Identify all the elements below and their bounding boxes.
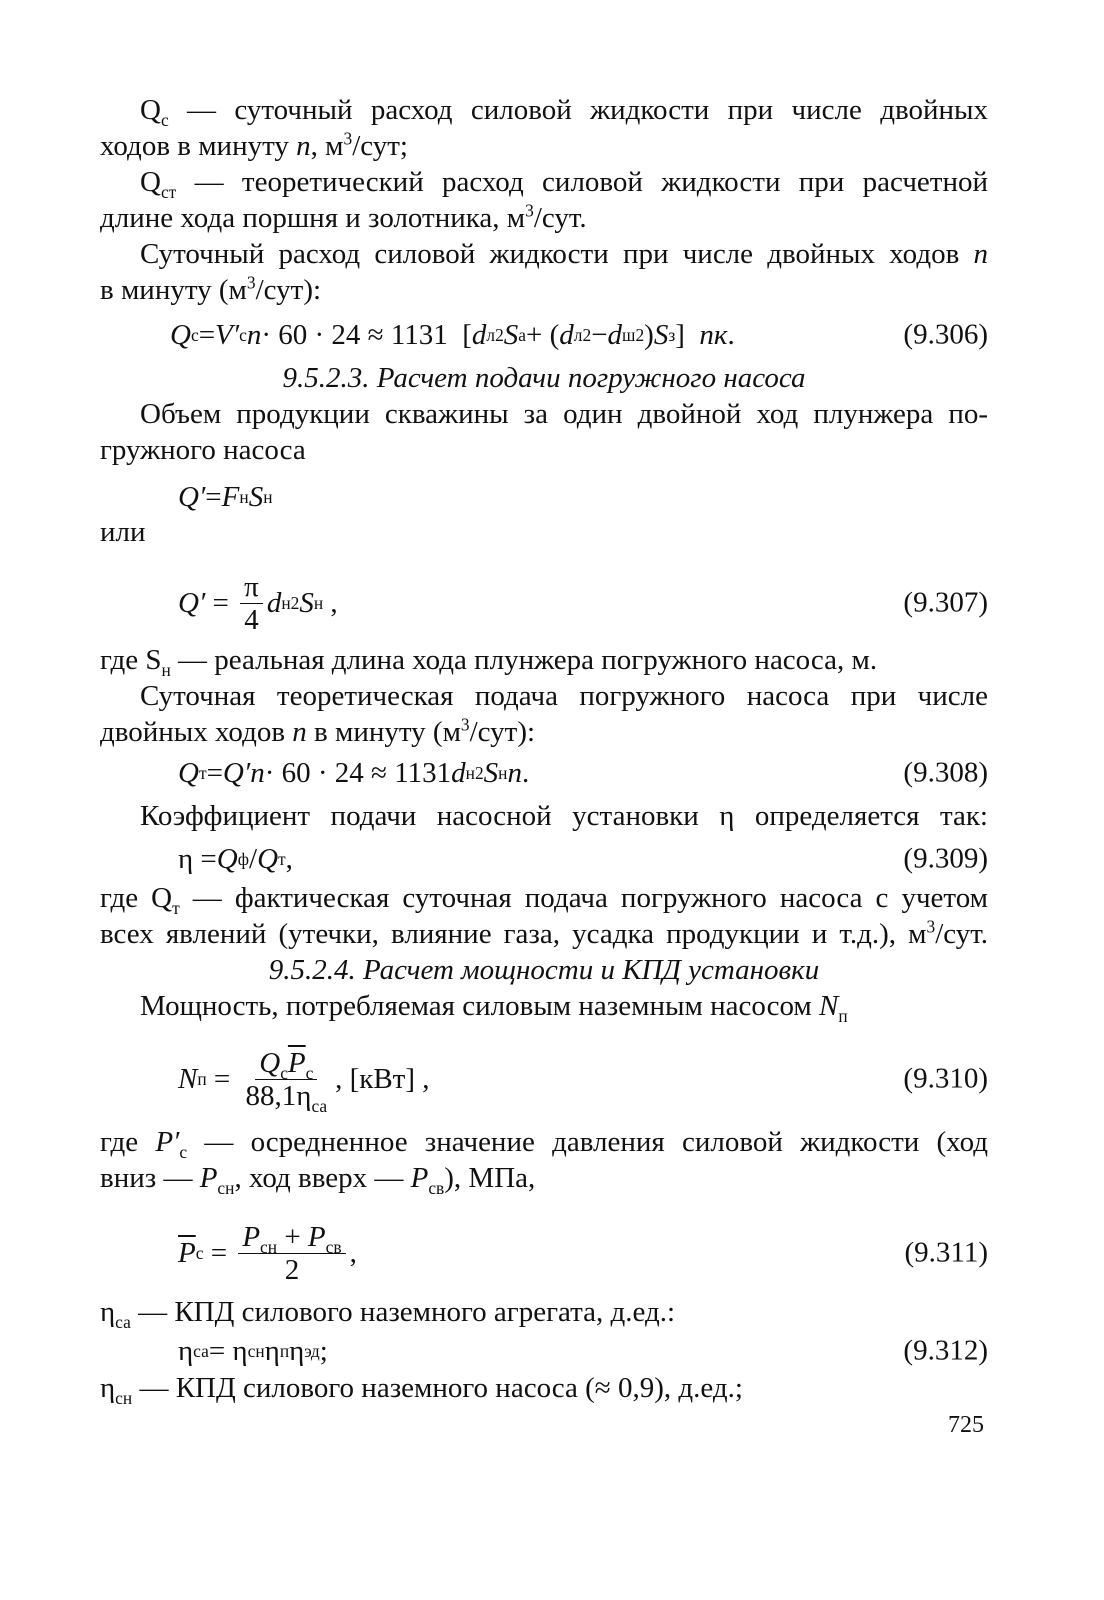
text-line: где $P'_с$ — осредненное значение давления силовой жидкости (ход [100, 1126, 988, 1162]
fraction: $\frac{\pi}{4}$ [240, 571, 263, 636]
equation-number: (9.306) [903, 318, 988, 351]
formula-9-307 [100, 568, 988, 638]
formula-body: η са = η сн η п η эд ; [178, 1334, 328, 1367]
text-line: $Q_{ст}$ — теоретический расход силовой жидкости при расчетной [140, 166, 988, 202]
formula-body: N п = $\frac{Q_с\overline{P}_с}{88,1\eta_{са}}$ , [кВт] , [178, 1046, 430, 1116]
text-line: двойных ходов n в минуту $(м^3/сут)$: [100, 714, 536, 748]
text-line: Коэффициент подачи насосной установки η определяется так: [140, 800, 988, 832]
formula-9-310 [100, 1044, 988, 1114]
fraction: $\frac{P_{сн} + P_{св}}{2}$ [238, 1221, 345, 1286]
text-line: или [100, 516, 146, 548]
text-line: гружного насоса [100, 434, 306, 466]
equation-number: (9.308) [903, 756, 988, 789]
section-heading: 9.5.2.3. Расчет подачи погружного насоса [282, 362, 806, 394]
text-line: где $Q_т$ — фактическая суточная подача погружного насоса с учетом [100, 882, 988, 918]
equation-number: (9.309) [903, 842, 988, 875]
text-line: ходов в минуту n, $м^3$/сут; [100, 128, 408, 162]
page-number: 725 [948, 1412, 984, 1438]
text-line: Суточный расход силовой жидкости при числе двойных ходов n [140, 238, 988, 270]
formula-body: Q′ = $\frac{\pi}{4}$ d н 2 S н , [178, 570, 338, 636]
equation-number: (9.312) [903, 1334, 988, 1367]
text-line: $Q_с$ — суточный расход силовой жидкости при числе двойных [140, 94, 988, 130]
text-line: $\eta_{сн}$ — КПД силового наземного насоса (≈ 0,9), д.ед.; [100, 1372, 743, 1408]
text-line: в минуту $(м^3/сут)$: [100, 272, 322, 306]
text-line: Объем продукции скважины за один двойной ход плунжера по- [140, 398, 988, 430]
equation-number: (9.310) [903, 1062, 988, 1095]
text-line: длине хода поршня и золотника, $м^3$/сут. [100, 200, 587, 234]
formula-body: Q т = Q′n · 60 · 24 ≈ 1131 d н 2 S н n . [178, 756, 530, 789]
formula-body: $\overline{P}$ с = $\frac{P_{сн} + P_{св}}{2}$ , [178, 1220, 357, 1286]
equation-number: (9.311) [904, 1236, 988, 1269]
fraction: $\frac{Q_с\overline{P}_с}{88,1\eta_{са}}$ [245, 1046, 328, 1116]
text-line: где $S_н$ — реальная длина хода плунжера погружного насоса, м. [100, 644, 878, 680]
text-line: вниз — $P_{сн}$, ход вверх — $P_{св}$), МПа, [100, 1162, 536, 1198]
text-line: Мощность, потребляемая силовым наземным насосом $N_п$ [140, 990, 848, 1026]
text-line: $\eta_{са}$ — КПД силового наземного агрегата, д.ед.: [100, 1296, 676, 1332]
formula-body: η = Q ф / Q т , [178, 842, 293, 875]
formula-body: Q′ = F н S н [178, 480, 273, 513]
section-heading: 9.5.2.4. Расчет мощности и КПД установки [268, 954, 820, 986]
formula-9-311 [100, 1218, 988, 1288]
text-line: Суточная теоретическая подача погружного насоса при числе [140, 680, 988, 712]
text-line: всех явлений (утечки, влияние газа, усадка продукции и т.д.), $м^3$/сут. [100, 916, 988, 950]
formula-body: Q с = V′ с n · 60 · 24 ≈ 1131 [ d л 2 S а + ( d л 2 − d ш 2 ) S з ] пк . [170, 318, 735, 351]
equation-number: (9.307) [903, 586, 988, 619]
